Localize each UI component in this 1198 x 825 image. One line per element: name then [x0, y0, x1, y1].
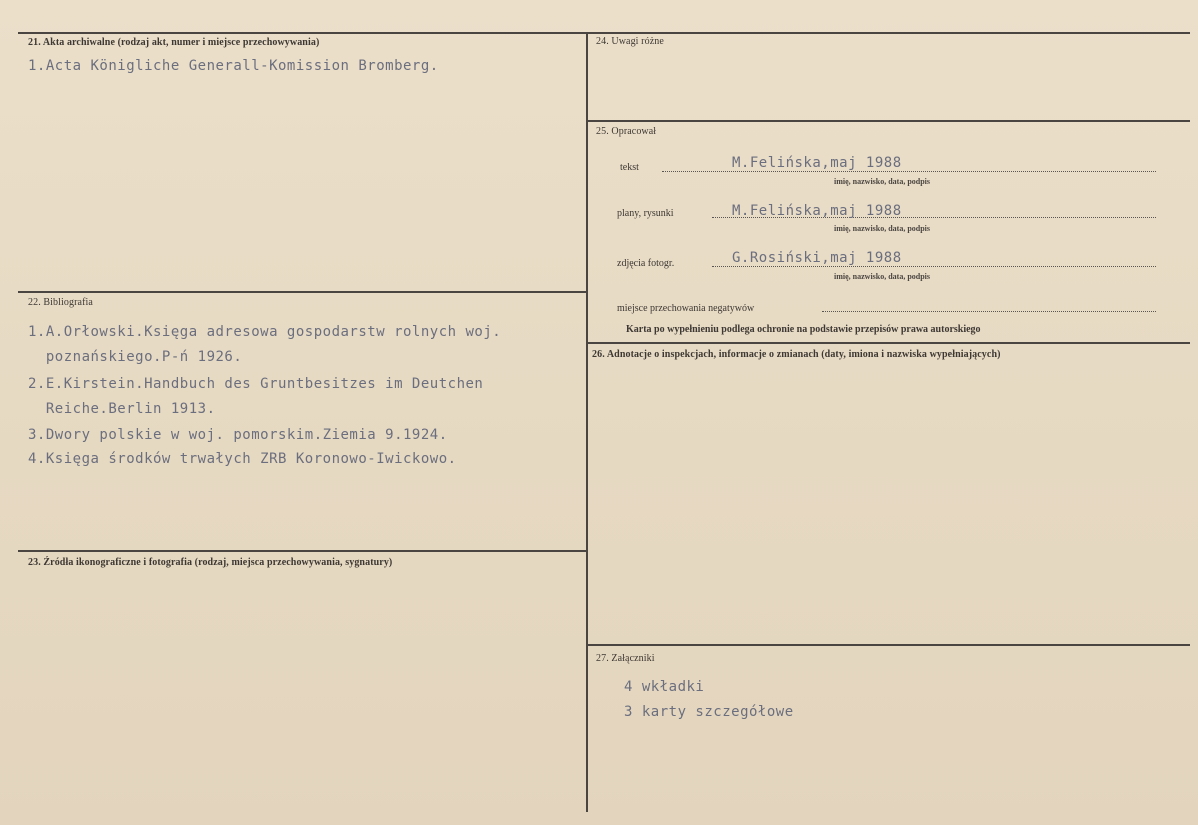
center-divider [586, 32, 588, 812]
bibliography-entry-2-cont: Reiche.Berlin 1913. [28, 401, 216, 417]
prepared-photos-label: zdjęcia fotogr. [617, 258, 675, 269]
prepared-text-hint: imię, nazwisko, data, podpis [834, 177, 931, 186]
divider-21-22 [18, 291, 586, 293]
prepared-text-value: M.Felińska,maj 1988 [732, 155, 902, 171]
divider-22-23 [18, 550, 586, 552]
section-24-label: 24. Uwagi różne [596, 36, 664, 47]
section-23-label: 23. Źródła ikonograficzne i fotografia (rodzaj, miejsca przechowywania, sygnatury) [28, 557, 393, 568]
divider-24-25 [588, 120, 1190, 122]
prepared-photos-value: G.Rosiński,maj 1988 [732, 250, 902, 266]
divider-25-26 [588, 342, 1190, 344]
prepared-plans-label: plany, rysunki [617, 208, 674, 219]
bibliography-entry-1-cont: poznańskiego.P-ń 1926. [28, 349, 243, 365]
attachment-entry-2: 3 karty szczegółowe [624, 704, 794, 720]
bibliography-entry-3: 3.Dwory polskie w woj. pomorskim.Ziemia 9.1924. [28, 427, 448, 443]
top-border [18, 32, 1190, 34]
bibliography-entry-1: 1.A.Orłowski.Księga adresowa gospodarstw rolnych woj. [28, 324, 502, 340]
section-21-label: 21. Akta archiwalne (rodzaj akt, numer i miejsce przechowywania) [28, 37, 320, 48]
bibliography-entry-2: 2.E.Kirstein.Handbuch des Gruntbesitzes im Deutchen [28, 376, 484, 392]
negatives-location-line [822, 310, 1156, 312]
bibliography-entry-4: 4.Księga środków trwałych ZRB Koronowo-Iwickowo. [28, 451, 457, 467]
section-26-label: 26. Adnotacje o inspekcjach, informacje o zmianach (daty, imiona i nazwiska wypełniających) [592, 349, 1001, 360]
prepared-plans-value: M.Felińska,maj 1988 [732, 203, 902, 219]
copyright-note: Karta po wypełnieniu podlega ochronie na podstawie przepisów prawa autorskiego [626, 324, 981, 335]
attachment-entry-1: 4 wkładki [624, 679, 705, 695]
divider-26-27 [588, 644, 1190, 646]
prepared-plans-hint: imię, nazwisko, data, podpis [834, 224, 931, 233]
section-25-label: 25. Opracował [596, 126, 657, 137]
section-27-label: 27. Załączniki [596, 653, 655, 664]
section-21-entry: 1.Acta Königliche Generall-Komission Bromberg. [28, 58, 439, 74]
prepared-photos-hint: imię, nazwisko, data, podpis [834, 272, 931, 281]
section-22-label: 22. Bibliografia [28, 297, 93, 308]
negatives-location-label: miejsce przechowania negatywów [617, 303, 755, 314]
prepared-text-label: tekst [620, 162, 639, 173]
